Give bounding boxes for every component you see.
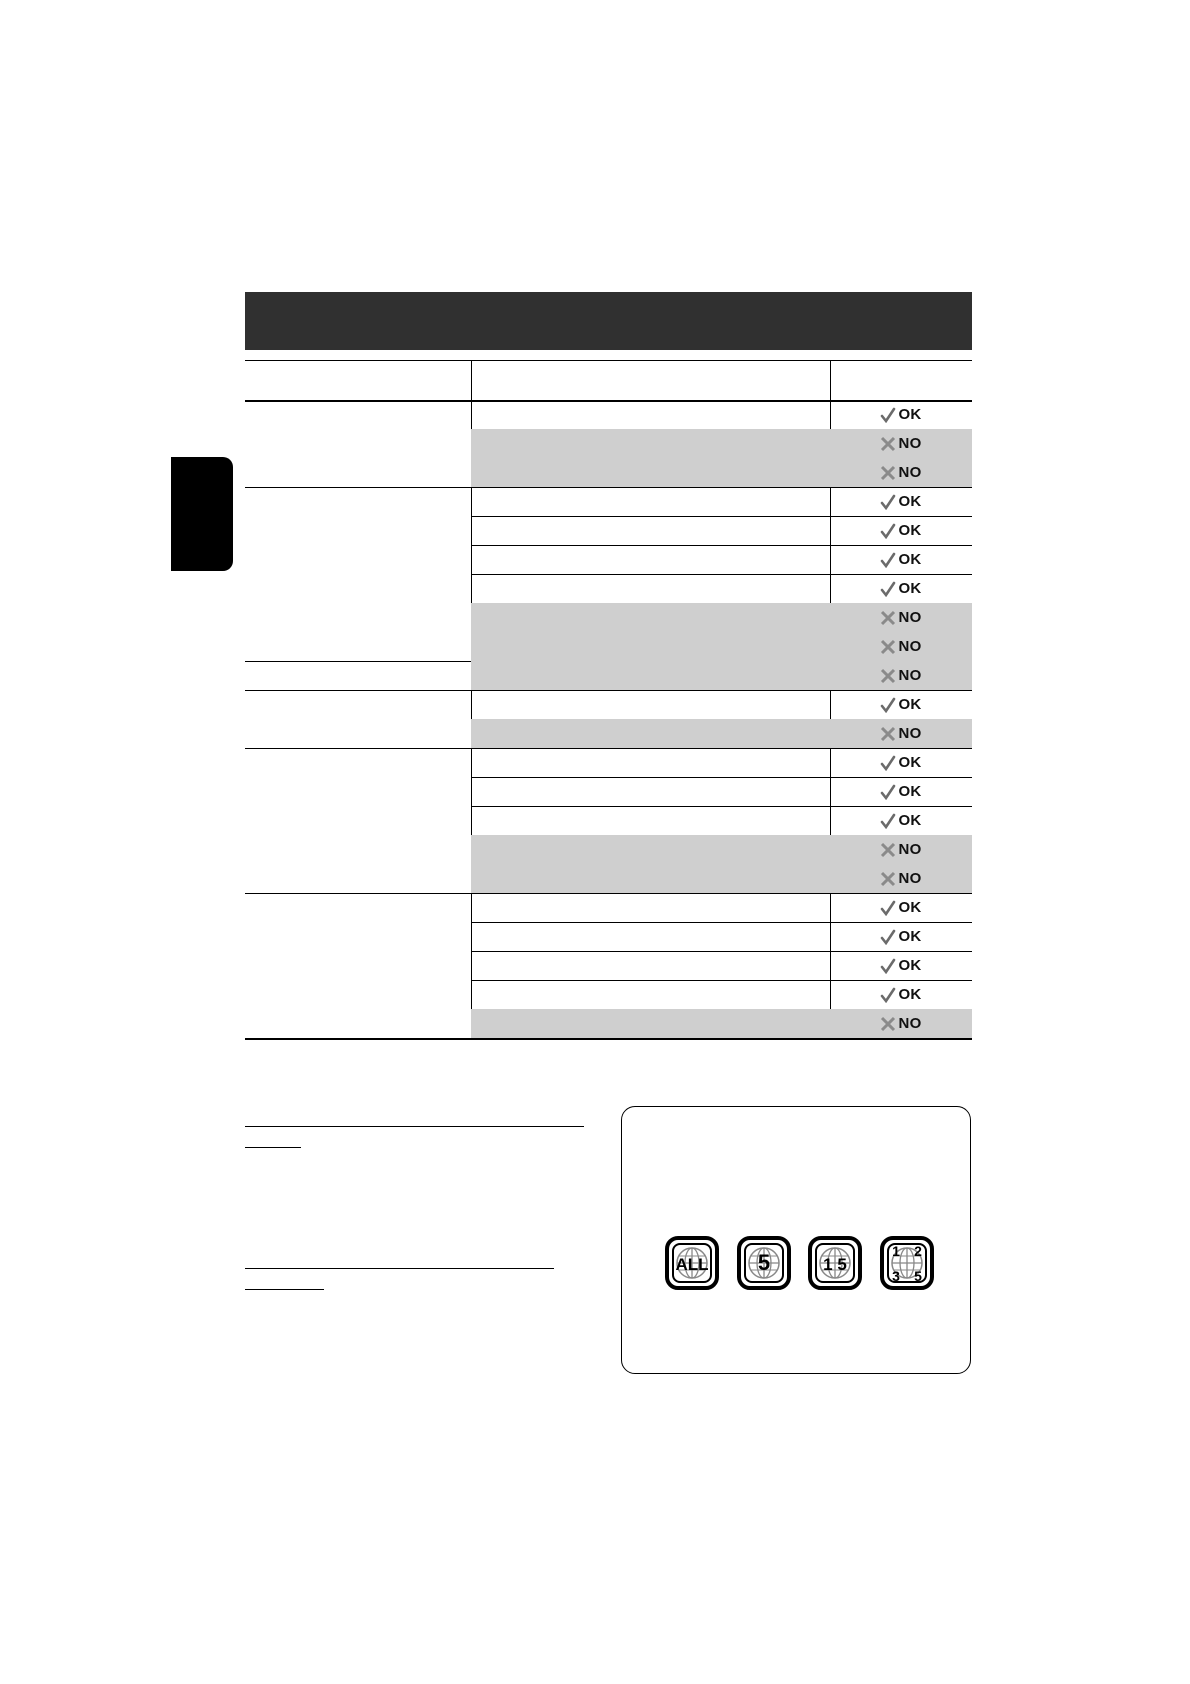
status-label: OK xyxy=(898,812,922,829)
status-no xyxy=(830,603,972,632)
check-icon xyxy=(880,755,896,771)
status-label: NO xyxy=(898,638,922,655)
status-label: OK xyxy=(898,986,922,1003)
globe-icon xyxy=(737,1236,791,1290)
status-no xyxy=(830,458,972,487)
status-label: OK xyxy=(898,783,922,800)
table-row xyxy=(471,893,972,922)
status-label: NO xyxy=(898,1015,922,1032)
status-label: OK xyxy=(898,928,922,945)
globe-icon xyxy=(880,1236,934,1290)
cross-icon xyxy=(880,1016,896,1032)
status-ok xyxy=(830,400,972,429)
status-ok xyxy=(830,980,972,1009)
cross-icon xyxy=(880,726,896,742)
status-no xyxy=(830,661,972,690)
table-bottom-rule xyxy=(245,1038,972,1040)
status-label: OK xyxy=(898,522,922,539)
status-label: OK xyxy=(898,957,922,974)
table-row xyxy=(471,1009,972,1038)
status-no xyxy=(830,1009,972,1038)
status-ok xyxy=(830,690,972,719)
check-icon xyxy=(880,784,896,800)
status-label: OK xyxy=(898,580,922,597)
check-icon xyxy=(880,900,896,916)
table-row xyxy=(471,922,972,951)
status-ok xyxy=(830,748,972,777)
region-code-icon xyxy=(880,1236,934,1290)
region-code-icon xyxy=(808,1236,862,1290)
status-label: OK xyxy=(898,493,922,510)
status-label: NO xyxy=(898,841,922,858)
table-row xyxy=(471,748,972,777)
check-icon xyxy=(880,494,896,510)
region-code-icon xyxy=(665,1236,719,1290)
status-ok xyxy=(830,487,972,516)
region-code-label: 1 xyxy=(892,1243,900,1259)
table-row xyxy=(471,690,972,719)
check-icon xyxy=(880,813,896,829)
check-icon xyxy=(880,552,896,568)
status-label: NO xyxy=(898,667,922,684)
text-underline xyxy=(245,1147,301,1148)
region-code-label: 1 5 xyxy=(823,1255,847,1274)
globe-icon xyxy=(808,1236,862,1290)
table-row xyxy=(471,487,972,516)
cross-icon xyxy=(880,668,896,684)
table-row xyxy=(471,516,972,545)
compatibility-table xyxy=(245,360,972,1038)
globe-icon xyxy=(665,1236,719,1290)
region-code-label: ALL xyxy=(675,1255,709,1274)
status-ok xyxy=(830,545,972,574)
status-ok xyxy=(830,951,972,980)
status-label: NO xyxy=(898,725,922,742)
status-label: OK xyxy=(898,899,922,916)
table-row xyxy=(471,777,972,806)
table-row xyxy=(471,429,972,458)
status-ok xyxy=(830,922,972,951)
table-row xyxy=(471,574,972,603)
check-icon xyxy=(880,987,896,1003)
status-no xyxy=(830,429,972,458)
cross-icon xyxy=(880,842,896,858)
status-label: NO xyxy=(898,435,922,452)
check-icon xyxy=(880,581,896,597)
status-ok xyxy=(830,574,972,603)
table-row xyxy=(471,603,972,632)
cross-icon xyxy=(880,610,896,626)
region-code-label: 5 xyxy=(757,1250,771,1275)
status-label: OK xyxy=(898,551,922,568)
table-row xyxy=(471,719,972,748)
region-code-label: 2 xyxy=(914,1243,922,1259)
status-no xyxy=(830,632,972,661)
language-side-tab xyxy=(171,457,233,571)
status-label: OK xyxy=(898,696,922,713)
status-label: OK xyxy=(898,406,922,423)
table-row xyxy=(471,661,972,690)
status-no xyxy=(830,864,972,893)
status-label: OK xyxy=(898,754,922,771)
status-label: NO xyxy=(898,464,922,481)
table-row xyxy=(471,458,972,487)
check-icon xyxy=(880,697,896,713)
table-row xyxy=(471,545,972,574)
table-row xyxy=(471,632,972,661)
text-underline xyxy=(245,1268,554,1269)
region-code-label: 5 xyxy=(914,1268,922,1284)
region-code-label: 3 xyxy=(892,1268,900,1284)
text-underline xyxy=(245,1289,324,1290)
text-underline xyxy=(245,1126,584,1127)
check-icon xyxy=(880,523,896,539)
cross-icon xyxy=(880,465,896,481)
check-icon xyxy=(880,929,896,945)
table-row xyxy=(471,980,972,1009)
table-row xyxy=(471,951,972,980)
check-icon xyxy=(880,958,896,974)
table-top-rule xyxy=(245,360,972,361)
status-no xyxy=(830,719,972,748)
status-no xyxy=(830,835,972,864)
region-code-icon xyxy=(737,1236,791,1290)
table-row xyxy=(471,806,972,835)
status-label: NO xyxy=(898,609,922,626)
status-ok xyxy=(830,777,972,806)
section-header-bar xyxy=(245,292,972,350)
status-ok xyxy=(830,806,972,835)
table-row xyxy=(471,400,972,429)
cross-icon xyxy=(880,639,896,655)
check-icon xyxy=(880,407,896,423)
status-label: NO xyxy=(898,870,922,887)
table-row xyxy=(471,864,972,893)
cross-icon xyxy=(880,871,896,887)
status-ok xyxy=(830,516,972,545)
status-ok xyxy=(830,893,972,922)
table-row xyxy=(471,835,972,864)
cross-icon xyxy=(880,436,896,452)
